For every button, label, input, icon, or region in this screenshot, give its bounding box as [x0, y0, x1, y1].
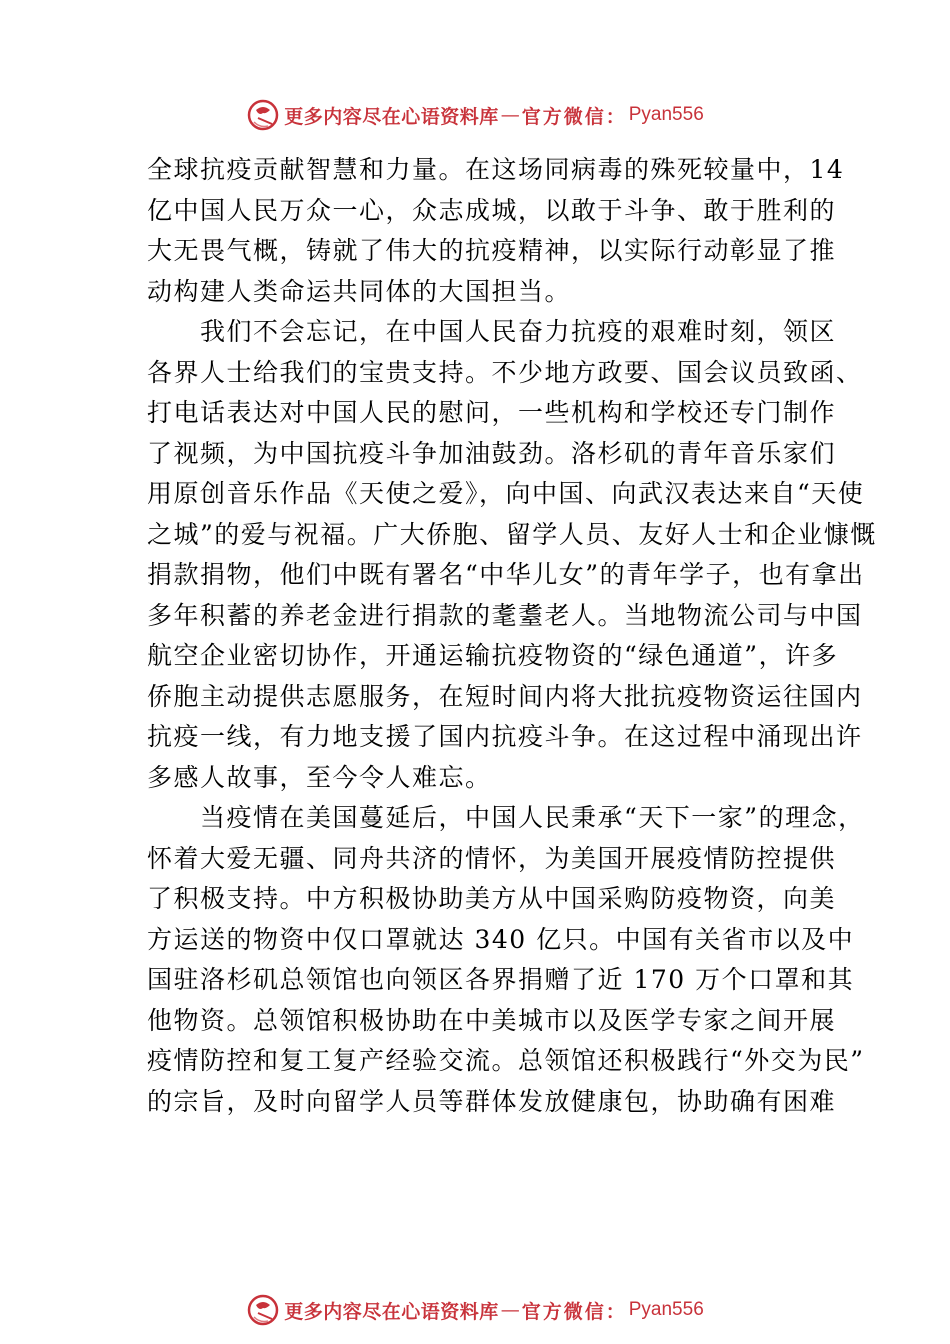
- brand-logo-icon: [246, 98, 280, 132]
- text-line: 大无畏气概，铸就了伟大的抗疫精神，以实际行动彰显了推: [147, 236, 837, 265]
- text-line: 多感人故事，至今令人难忘。: [147, 762, 492, 792]
- text-line: 用原创音乐作品《天使之爱》，向中国、向武汉表达来自“天使: [147, 479, 865, 508]
- footer-dash: —: [500, 1299, 520, 1321]
- header-official-label: 官方微信：: [521, 105, 627, 128]
- text-line: 当疫情在美国蔓延后，中国人民秉承“天下一家”的理念，: [147, 803, 865, 832]
- text-line: 方运送的物资中仅口罩就达 340 亿只。中国有关省市以及中: [147, 924, 855, 954]
- header-brand-text: 更多内容尽在心语资料库: [284, 105, 499, 128]
- header-dash: —: [500, 104, 520, 126]
- text-line: 侨胞主动提供志愿服务，在短时间内将大批抗疫物资运往国内: [147, 681, 863, 711]
- text-line: 他物资。总领馆积极协助在中美城市以及医学专家之间开展: [147, 1005, 837, 1035]
- text-line: 疫情防控和复工复产经验交流。总领馆还积极践行“外交为民”: [147, 1046, 865, 1075]
- text-line: 打电话表达对中国人民的慰问，一些机构和学校还专门制作: [147, 398, 837, 427]
- footer-wechat-id: Pyan556: [628, 1299, 704, 1320]
- text-line: 捐款捐物，他们中既有署名“中华儿女”的青年学子，也有拿出: [147, 560, 865, 589]
- text-line: 各界人士给我们的宝贵支持。不少地方政要、国会议员致函、: [147, 357, 863, 387]
- header-banner: [0, 95, 950, 135]
- text-line: 国驻洛杉矶总领馆也向领区各界捐赠了近 170 万个口罩和其: [147, 965, 855, 994]
- header-wechat-id: Pyan556: [628, 104, 704, 125]
- footer-official-label: 官方微信：: [521, 1300, 627, 1323]
- text-line: 之城”的爱与祝福。广大侨胞、留学人员、友好人士和企业慷慨: [147, 519, 877, 549]
- text-line: 了视频，为中国抗疫斗争加油鼓劲。洛杉矶的青年音乐家们: [147, 438, 837, 468]
- text-line: 怀着大爱无疆、同舟共济的情怀，为美国开展疫情防控提供: [147, 843, 837, 873]
- text-line: 我们不会忘记，在中国人民奋力抗疫的艰难时刻，领区: [147, 317, 837, 346]
- footer-banner: [0, 1290, 950, 1330]
- text-line: 了积极支持。中方积极协助美方从中国采购防疫物资，向美: [147, 884, 837, 913]
- brand-logo-icon: [246, 1293, 280, 1327]
- footer-brand-text: 更多内容尽在心语资料库: [284, 1300, 499, 1323]
- text-line: 航空企业密切协作，开通运输抗疫物资的“绿色通道”，许多: [147, 641, 839, 670]
- text-line: 全球抗疫贡献智慧和力量。在这场同病毒的殊死较量中，14: [147, 155, 845, 184]
- text-line: 多年积蓄的养老金进行捐款的耄耋老人。当地物流公司与中国: [147, 600, 863, 630]
- text-line: 动构建人类命运共同体的大国担当。: [147, 276, 572, 306]
- text-line: 抗疫一线，有力地支援了国内抗疫斗争。在这过程中涌现出许: [147, 722, 863, 751]
- text-line: 的宗旨，及时向留学人员等群体发放健康包，协助确有困难: [147, 1086, 837, 1116]
- text-line: 亿中国人民万众一心，众志成城，以敢于斗争、敢于胜利的: [147, 195, 837, 225]
- article-body: [147, 150, 877, 1122]
